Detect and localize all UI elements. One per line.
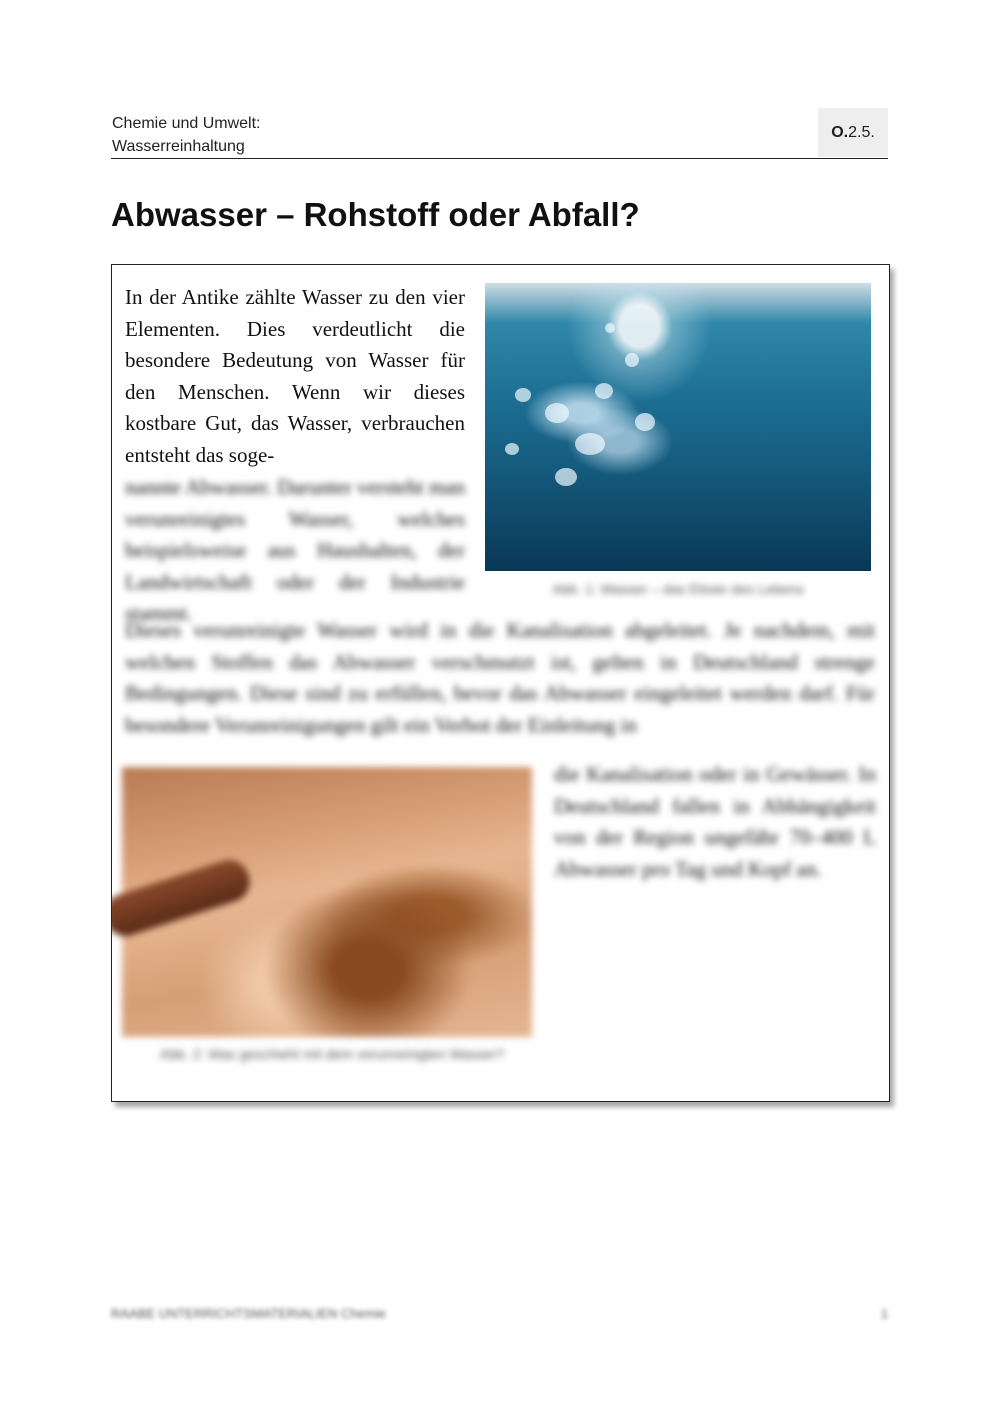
content-panel	[111, 264, 890, 1102]
subject-label	[112, 112, 261, 158]
page-footer	[111, 1306, 888, 1321]
section-code-number: 2.5.	[848, 123, 875, 141]
second-paragraph-continued: die Kanalisation oder in Gewässer. In Deutschland fallen in Abhängigkeit von der Region ungefähr 70–400 L Abwasser pro Tag und Kopf an.	[554, 762, 876, 881]
blurred-content	[112, 472, 889, 1101]
footer-publisher: RAABE UNTERRICHTSMATERIALIEN Chemie	[111, 1306, 386, 1321]
wastewater-pipe-image	[122, 767, 532, 1037]
page-header	[111, 108, 888, 159]
intro-paragraph-continued: nannte Abwasser. Darunter versteht man verunreinigtes Wasser, welches beispielsweise aus Haushalten, der Landwirtschaft oder der Industrie stammt.	[125, 475, 465, 625]
section-code-bold: O.	[831, 123, 849, 141]
subject-line-2: Wasserreinhaltung	[112, 138, 245, 155]
intro-paragraph: In der Antike zählte Wasser zu den vier Elementen. Dies verdeutlicht die besondere Bedeutung von Wasser für den Menschen. Wenn wir dieses kostbare Gut, das Wasser, verbrauchen entsteht das soge-	[125, 285, 465, 467]
page-number: 1	[880, 1306, 888, 1321]
figure-2-caption: Abb. 2: Was geschieht mit dem verunreinigten Wasser?	[159, 1046, 505, 1062]
section-code	[818, 108, 888, 157]
subject-line-1: Chemie und Umwelt:	[112, 115, 261, 132]
second-paragraph: Dieses verunreinigte Wasser wird in die Kanalisation abgeleitet. Je nachdem, mit welchen Stoffen das Abwasser verschmutzt ist, gelten in Deutschland strenge Bedingungen. Diese sind zu erfüllen, bevor das Abwasser eingeleitet werden darf. Für besondere Verunreinigungen gilt ein Verbot der Einleitung in	[125, 618, 875, 737]
pipe-shape	[111, 855, 255, 941]
figure-1-caption: Abb. 1: Wasser – das Elixier des Lebens	[552, 581, 804, 597]
page-title: Abwasser – Rohstoff oder Abfall?	[111, 196, 640, 233]
